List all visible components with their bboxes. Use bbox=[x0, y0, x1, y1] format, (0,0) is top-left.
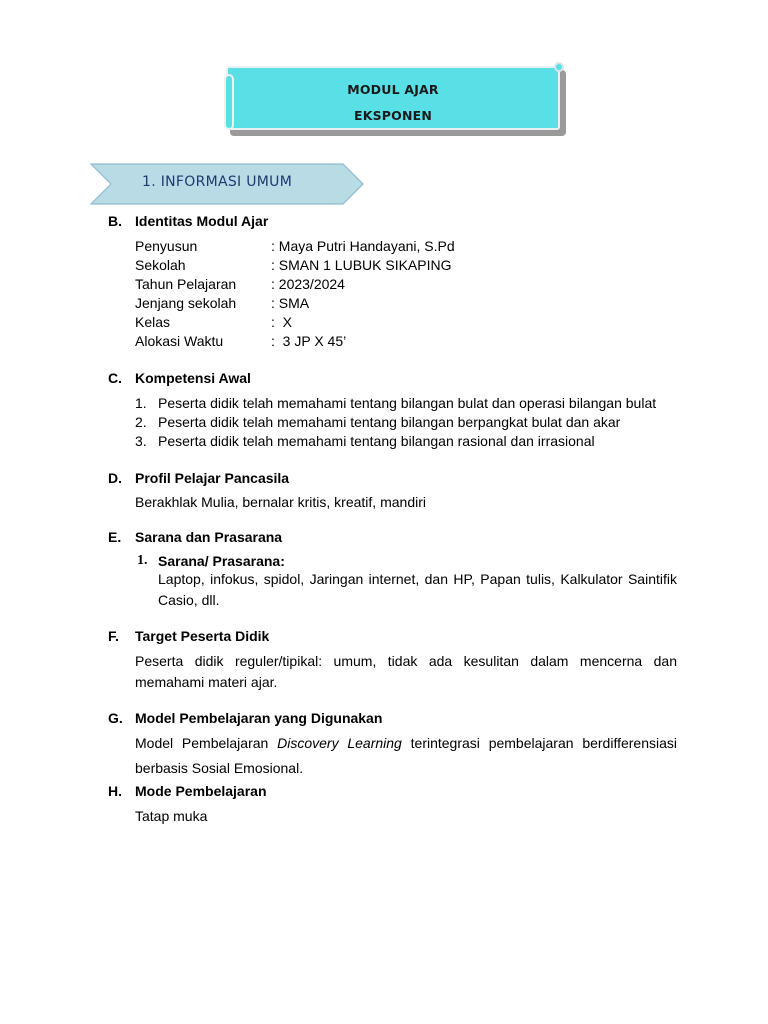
section-e-sub-number: 1. bbox=[137, 553, 148, 568]
section-g-body-pre: Model Pembelajaran bbox=[135, 735, 278, 751]
section-e-sub-title: Sarana/ Prasarana: bbox=[158, 553, 285, 569]
section-c-letter: C. bbox=[108, 370, 122, 386]
identity-value: : Maya Putri Handayani, S.Pd bbox=[271, 238, 455, 254]
section-g-body-emphasis: Discovery Learning bbox=[277, 735, 402, 751]
title-banner bbox=[226, 66, 568, 138]
list-item-number: 3. bbox=[135, 433, 147, 449]
identity-label: Tahun Pelajaran bbox=[135, 276, 237, 292]
identity-value: : 2023/2024 bbox=[271, 276, 345, 292]
section-g-title: Model Pembelajaran yang Digunakan bbox=[135, 710, 383, 726]
title-line-1: MODUL AJAR bbox=[347, 82, 439, 97]
section-c-title: Kompetensi Awal bbox=[135, 370, 251, 386]
section-f-body: Peserta didik reguler/tipikal: umum, tidak ada kesulitan dalam mencerna dan memahami materi ajar. bbox=[135, 653, 677, 690]
section-banner bbox=[90, 163, 365, 205]
list-item-number: 1. bbox=[135, 395, 147, 411]
identity-value: : SMAN 1 LUBUK SIKAPING bbox=[271, 257, 452, 273]
list-item: Peserta didik telah memahami tentang bilangan rasional dan irrasional bbox=[158, 433, 595, 449]
identity-label: Jenjang sekolah bbox=[135, 295, 237, 311]
section-b-title: Identitas Modul Ajar bbox=[135, 213, 269, 229]
identity-value: : 3 JP X 45’ bbox=[271, 333, 347, 349]
scroll-top-curl bbox=[554, 62, 564, 72]
list-item: Peserta didik telah memahami tentang bilangan berpangkat bulat dan akar bbox=[158, 414, 621, 430]
section-e-title: Sarana dan Prasarana bbox=[135, 529, 283, 545]
section-banner-label: 1. INFORMASI UMUM bbox=[142, 174, 293, 190]
identity-label: Kelas bbox=[135, 314, 171, 330]
identity-label: Sekolah bbox=[135, 257, 186, 273]
section-d-body: Berakhlak Mulia, bernalar kritis, kreatif, mandiri bbox=[135, 494, 426, 510]
section-e-letter: E. bbox=[108, 529, 122, 545]
section-f-letter: F. bbox=[108, 628, 119, 644]
title-line-2: EKSPONEN bbox=[353, 108, 433, 123]
identity-value: : X bbox=[271, 314, 293, 330]
section-g-letter: G. bbox=[108, 710, 123, 726]
identity-label: Alokasi Waktu bbox=[135, 333, 224, 349]
section-g-body-post: terintegrasi pembelajaran berdifferensiasi berbasis Sosial Emosional. bbox=[135, 735, 678, 776]
section-h-letter: H. bbox=[108, 783, 122, 799]
list-item: Peserta didik telah memahami tentang bilangan bulat dan operasi bilangan bulat bbox=[158, 395, 657, 411]
section-e-body: Laptop, infokus, spidol, Jaringan internet, dan HP, Papan tulis, Kalkulator Saintifik Casio, dll. bbox=[158, 571, 677, 608]
list-item-number: 2. bbox=[135, 414, 147, 430]
section-f-title: Target Peserta Didik bbox=[135, 628, 270, 644]
section-g-body bbox=[135, 731, 677, 781]
section-d-title: Profil Pelajar Pancasila bbox=[135, 470, 290, 486]
section-h-body: Tatap muka bbox=[135, 808, 208, 824]
identity-value: : SMA bbox=[271, 295, 310, 311]
section-d-letter: D. bbox=[108, 470, 122, 486]
identity-label: Penyusun bbox=[135, 238, 198, 254]
section-h-title: Mode Pembelajaran bbox=[135, 783, 267, 799]
section-b-letter: B. bbox=[108, 213, 122, 229]
